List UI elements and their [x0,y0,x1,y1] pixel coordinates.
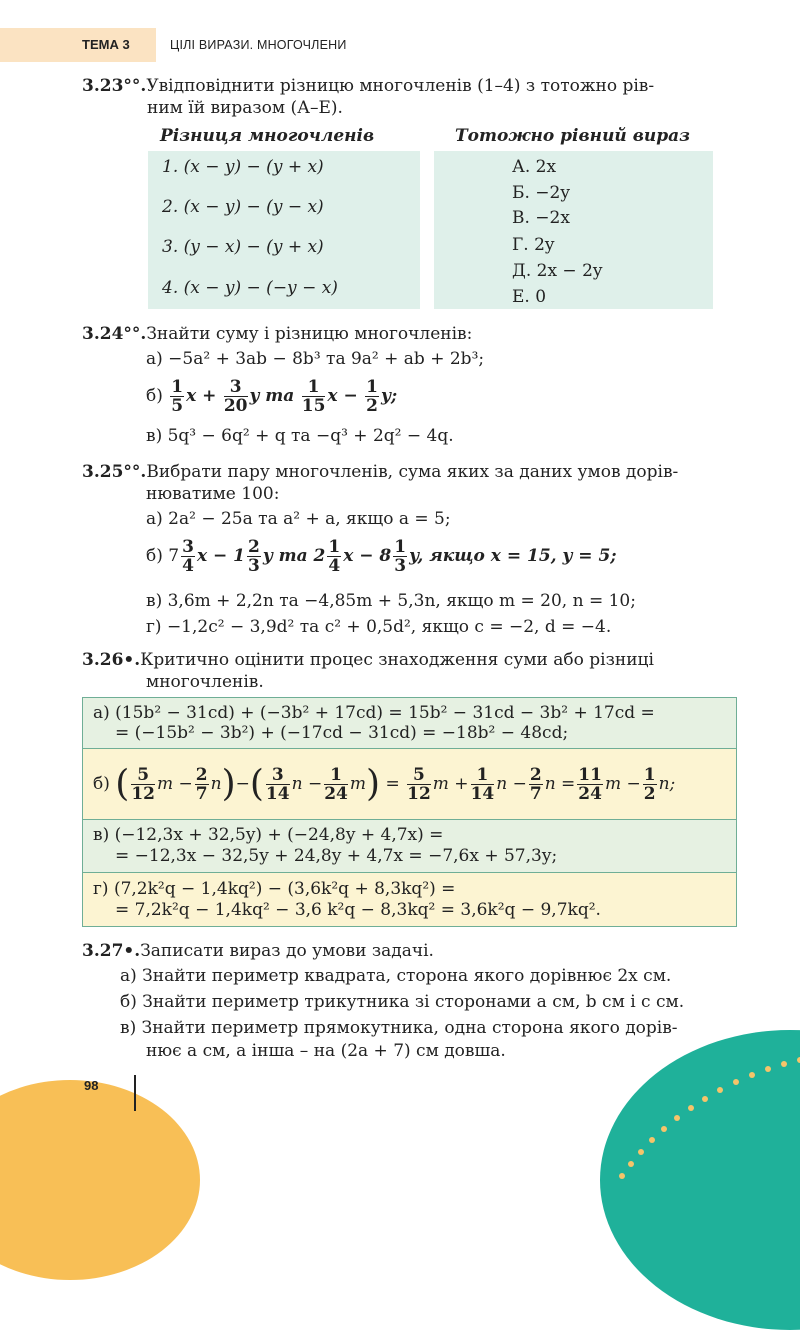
exercise-text-line2: ним їй виразом (А–Е). [147,98,343,118]
solution-panel-b [82,748,737,820]
math-term: y та 2 [262,546,326,566]
column-title-expressions: Тотожно рівний вираз [455,126,690,146]
exercise-text: Записати вираз до умови задачі. [140,941,434,961]
list-item: 4. (x − y) − (−y − x) [162,278,338,298]
fraction: $\frac{3}{20}$ [223,377,248,416]
exercise-item-c-line2: нює a см, а інша – на (2a + 7) см довша. [146,1041,506,1061]
exercise-3-26 [82,650,654,670]
exercise-item-c: в) Знайти периметр прямокутника, одна сторона якого дорів- [120,1018,678,1038]
math-term: x − 1 [196,546,245,566]
exercise-item-d: г) −1,2c² − 3,9d² та c² + 0,5d², якщо c = −2, d = −4. [146,617,612,637]
page-number-divider [134,1075,136,1111]
fraction: $\frac{1}{24}$ [324,765,348,804]
exercise-3-25 [82,462,678,482]
math-term: n = [544,774,576,794]
exercise-text: Критично оцінити процес знаходження суми або різниці [140,650,654,670]
fraction: $\frac{5}{12}$ [131,765,155,804]
operator: = [385,774,400,794]
exercise-item-a: а) −5a² + 3ab − 8b³ та 9a² + ab + 2b³; [146,349,485,369]
math-term: y; [380,386,398,406]
solution-line: а) (15b² − 31cd) + (−3b² + 17cd) = 15b² − 31cd − 3b² + 17cd = [93,703,655,723]
item-label: б) 7 [146,546,180,566]
exercise-3-27 [82,941,434,961]
list-item: А. 2x [512,157,557,177]
fraction: $\frac{1}{15}$ [301,377,326,416]
fraction: $\frac{5}{12}$ [407,765,431,804]
list-item: 2. (x − y) − (y − x) [162,197,324,217]
exercise-item-b [146,532,617,580]
list-item: 3. (y − x) − (y + x) [162,237,324,257]
math-term: y та [249,386,295,406]
exercise-number: 3.24°°. [82,324,147,344]
math-term: n − [496,774,527,794]
exercise-text: Вибрати пару многочленів, сума яких за даних умов дорів- [146,462,679,482]
solution-line: = 7,2k²q − 1,4kq² − 3,6 k²q − 8,3kq² = 3,6k²q − 9,7kq². [115,900,601,920]
list-item: 1. (x − y) − (y + x) [162,157,324,177]
decor-yellow-shape [0,1080,200,1280]
exercise-item-b [146,372,397,420]
exercise-number: 3.27•. [82,941,141,961]
header-tab [0,28,156,62]
solution-line: г) (7,2k²q − 1,4kq²) − (3,6k²q + 8,3kq²) = [93,879,456,899]
chapter-label: ТЕМА 3 [82,37,130,52]
exercise-text: Знайти суму і різницю многочленів: [146,324,473,344]
list-item: Д. 2x − 2y [512,261,603,281]
exercise-text-line2: нюватиме 100: [146,484,280,504]
fraction: $\frac{2}{3}$ [247,537,260,576]
math-term: m − [604,774,641,794]
decor-dots [570,1050,800,1180]
exercise-text-line2: многочленів. [146,672,264,692]
column-title-differences: Різниця многочленів [160,126,375,146]
solution-panel-a [82,697,737,749]
chapter-header [0,28,800,62]
math-term: m − [157,774,193,794]
item-label: б) [146,386,163,406]
operator: − [235,774,250,794]
matching-right-box [434,151,713,309]
fraction: $\frac{1}{2}$ [366,377,378,416]
page-number: 98 [84,1078,99,1093]
solution-panel-d [82,872,737,927]
exercise-number: 3.23°°. [82,76,147,96]
list-item: Г. 2y [512,235,555,255]
exercise-item-a: а) Знайти периметр квадрата, сторона якого дорівнює 2x см. [120,966,672,986]
solution-line: в) (−12,3x + 32,5y) + (−24,8y + 4,7x) = [93,825,444,845]
item-label: б) [93,774,110,794]
math-term: y, якщо x = 15, y = 5; [409,546,617,566]
exercise-item-c: в) 3,6m + 2,2n та −4,85m + 5,3n, якщо m = 20, n = 10; [146,591,636,611]
fraction: $\frac{3}{14}$ [265,765,290,804]
exercise-text: Увідповіднити різницю многочленів (1–4) з тотожно рів- [146,76,655,96]
exercise-item-c: в) 5q³ − 6q² + q та −q³ + 2q² − 4q. [146,426,454,446]
math-term: x − 8 [343,546,392,566]
list-item: Е. 0 [512,287,547,307]
solution-line: = (−15b² − 3b²) + (−17cd − 31cd) = −18b² − 48cd; [115,723,569,743]
fraction: $\frac{2}{7}$ [195,765,208,804]
math-term: m + [432,774,469,794]
fraction: $\frac{1}{4}$ [328,537,341,576]
exercise-item-a: а) 2a² − 25a та a² + a, якщо a = 5; [146,509,451,529]
fraction: $\frac{2}{7}$ [529,765,542,804]
list-item: В. −2x [512,208,570,228]
chapter-title: ЦІЛІ ВИРАЗИ. МНОГОЧЛЕНИ [170,38,347,52]
math-term: m [349,774,366,794]
fraction: $\frac{1}{3}$ [394,537,407,576]
math-term: x − [327,386,358,406]
solution-line: б) ( $\frac{5}{12}$ m − $\frac{2}{7}$ n)−( $\frac{3}{14}$ n − $\frac{1}{24}$ m) = $\frac{5}{12}$ m + $\frac{1}{14}$ n − $\frac{2}{7}$ n = $\frac{11}{24}$ m − $\frac{1}{2}$ n; [93,763,676,805]
solution-panel-c [82,819,737,873]
fraction: $\frac{1}{14}$ [470,765,495,804]
exercise-number: 3.25°°. [82,462,147,482]
exercise-item-b: б) Знайти периметр трикутника зі сторонами a см, b см і c см. [120,992,685,1012]
math-term: n; [658,774,676,794]
math-term: n − [291,774,323,794]
fraction: $\frac{1}{5}$ [171,377,184,416]
fraction: $\frac{11}{24}$ [578,765,602,804]
exercise-3-24 [82,324,472,344]
exercise-number: 3.26•. [82,650,141,670]
exercise-3-23 [82,76,654,96]
math-term: x + [186,386,217,406]
solution-line: = −12,3x − 32,5y + 24,8y + 4,7x = −7,6x + 57,3y; [115,846,558,866]
fraction: $\frac{1}{2}$ [643,765,656,804]
fraction: $\frac{3}{4}$ [182,537,194,576]
list-item: Б. −2y [512,183,570,203]
math-term: n [210,774,222,794]
